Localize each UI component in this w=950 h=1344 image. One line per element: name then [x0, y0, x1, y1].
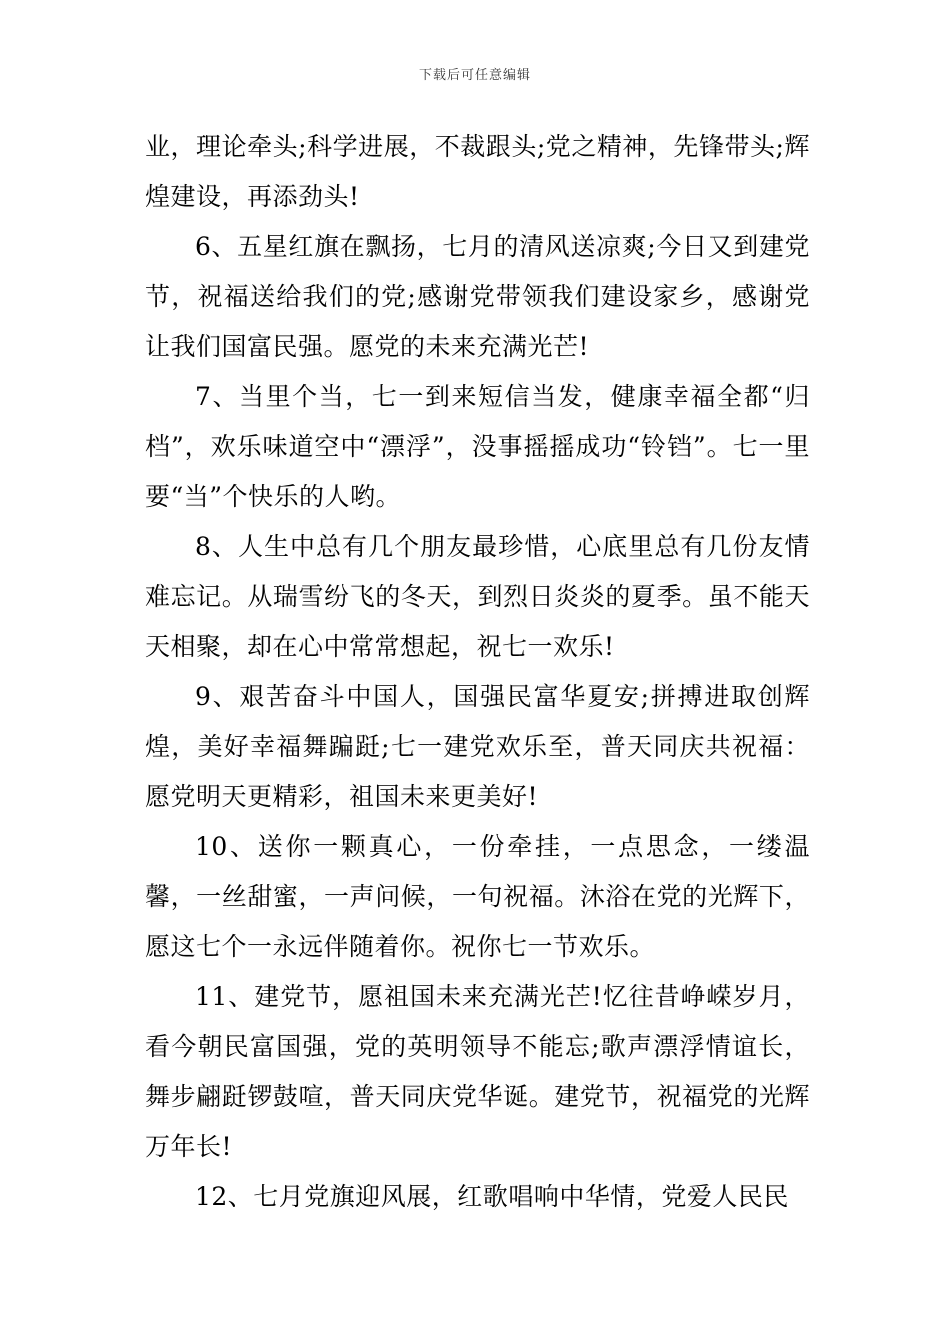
- body-paragraph: 业，理论牵头;科学进展，不裁跟头;党之精神，先锋带头;辉煌建设，再添劲头!: [145, 132, 810, 211]
- body-paragraph: 7、当里个当，七一到来短信当发，健康幸福全都“归档”，欢乐味道空中“漂浮”，没事摇摇成功“铃铛”。七一里要“当”个快乐的人哟。: [145, 382, 810, 511]
- body-paragraph: 10、送你一颗真心，一份牵挂，一点思念，一缕温馨，一丝甜蜜，一声问候，一句祝福。沐浴在党的光辉下，愿这七个一永远伴随着你。祝你七一节欢乐。: [145, 832, 810, 961]
- page-header: 下载后可任意编辑: [418, 68, 531, 83]
- body-paragraph: 9、艰苦奋斗中国人，国强民富华夏安;拼搏进取创辉煌，美好幸福舞蹁跹;七一建党欢乐至，普天同庆共祝福：愿党明天更精彩，祖国未来更美好!: [145, 682, 810, 811]
- body-paragraph: 8、人生中总有几个朋友最珍惜，心底里总有几份友情难忘记。从瑞雪纷飞的冬天，到烈日炎炎的夏季。虽不能天天相聚，却在心中常常想起，祝七一欢乐!: [145, 532, 810, 661]
- body-paragraph: 6、五星红旗在飘扬，七月的清风送凉爽;今日又到建党节，祝福送给我们的党;感谢党带领我们建设家乡，感谢党让我们国富民强。愿党的未来充满光芒!: [145, 232, 810, 361]
- document-body: [145, 122, 810, 1222]
- body-paragraph: 11、建党节，愿祖国未来充满光芒!忆往昔峥嵘岁月，看今朝民富国强，党的英明领导不能忘;歌声漂浮情谊长，舞步翩跹锣鼓喧，普天同庆党华诞。建党节，祝福党的光辉万年长!: [145, 982, 810, 1161]
- body-paragraph: 12、七月党旗迎风展，红歌唱响中华情，党爱人民民: [195, 1182, 789, 1211]
